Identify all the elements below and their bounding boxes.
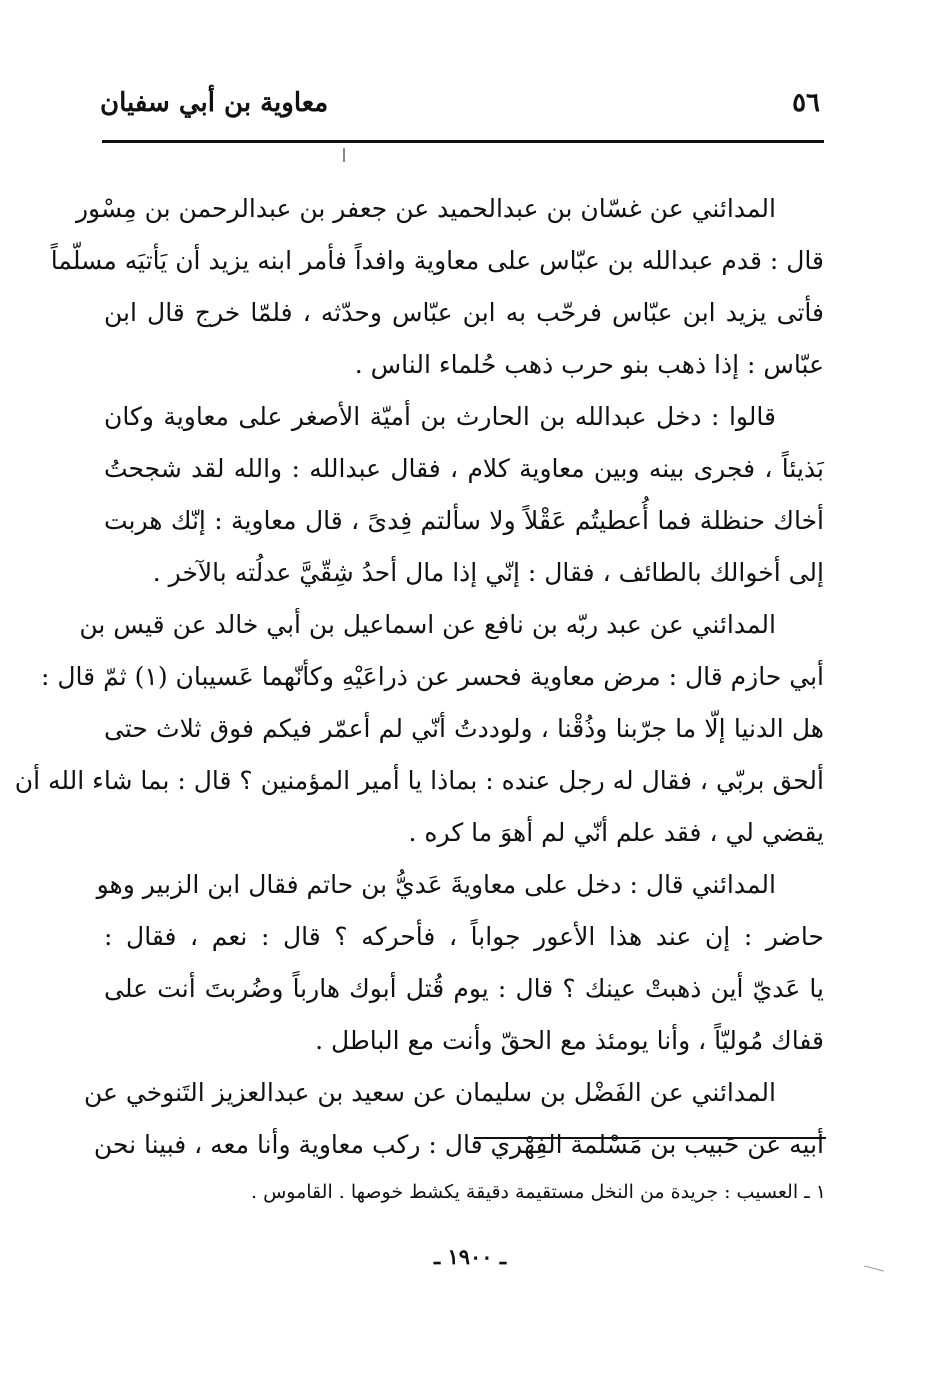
header-rule [102, 140, 824, 143]
paragraph-ghassan [50, 183, 824, 391]
footnote-rule [474, 1137, 826, 1139]
text-line: فأتى يزيد ابن عبّاس فرحّب به ابن عبّاس وحدّثه ، فلمّا خرج قال ابن [104, 298, 824, 327]
footnote: ١ ـ العسيب : جريدة من النخل مستقيمة دقيقة يكشط خوصها . القاموس . [250, 1181, 826, 1203]
text-line: إلى أخوالك بالطائف ، فقال : إنّي إذا مال أحدُ شِقّيَّ عدلُته بالآخر . [152, 558, 824, 587]
paragraph-fadl [83, 1067, 824, 1171]
text-line: أخاك حنظلة فما أُعطيتُم عَقْلاً ولا سألتم فِدىً ، قال معاوية : إنّك هربت [104, 506, 824, 535]
body-text [14, 183, 824, 1171]
text-line: أبيه عن حَبيب بن مَسْلمة الفِهْري قال : ركب معاوية وأنا معه ، فبينا نحن [93, 1130, 824, 1159]
text-line: حاضر : إن عند هذا الأعور جواباً ، فأحركه ؟ قال : نعم ، فقال : [104, 922, 824, 951]
text-line: قفاك مُوليّاً ، وأنا يومئذ مع الحقّ وأنت مع الباطل . [315, 1026, 824, 1055]
text-line: يا عَديّ أين ذهبتْ عينك ؟ قال : يوم قُتل أبوك هارباً وضُربتَ أنت على [104, 974, 824, 1003]
text-line: قالوا : دخل عبدالله بن الحارث بن أميّة الأصغر على معاوية وكان [104, 402, 776, 431]
text-line: ألحق بربّي ، فقال له رجل عنده : بماذا يا أمير المؤمنين ؟ قال : بما شاء الله أن [14, 766, 824, 795]
text-line: المدائني قال : دخل على معاويةَ عَديُّ بن حاتم فقال ابن الزبير وهو [96, 870, 776, 899]
text-line: المدائني عن غسّان بن عبدالحميد عن جعفر بن عبدالرحمن بن مِسْور [75, 194, 776, 223]
running-head [100, 88, 820, 130]
folio-number: ـ ١٩٠٠ ـ [433, 1244, 507, 1269]
text-line: أبي حازم قال : مرض معاوية فحسر عن ذراعَيْهِ وكأنّهما عَسيبان (١) ثمّ قال : [41, 662, 824, 691]
scan-mark [864, 1265, 884, 1271]
text-line: قال : قدم عبدالله بن عبّاس على معاوية وافداً فأمر ابنه يزيد أن يَأتيَه مسلّماً [50, 246, 824, 275]
paragraph-adiy [96, 859, 824, 1067]
text-line: عبّاس : إذا ذهب بنو حرب ذهب حُلماء الناس . [354, 350, 824, 379]
page-number: ٥٦ [792, 88, 820, 118]
text-line: المدائني عن الفَضْل بن سليمان عن سعيد بن عبدالعزيز التَنوخي عن [83, 1078, 776, 1107]
text-line: هل الدنيا إلّا ما جرّبنا وذُقْنا ، ولوددتُ أنّي لم أعمّر فيكم فوق ثلاث حتى [104, 714, 824, 743]
scan-speck [343, 148, 345, 162]
paragraph-qays [14, 599, 824, 859]
paragraph-abdullah-harith [104, 391, 824, 599]
text-line: بَذيئاً ، فجرى بينه وبين معاوية كلام ، فقال عبدالله : والله لقد شجحتُ [104, 454, 824, 483]
text-line: يقضي لي ، فقد علم أنّي لم أهوَ ما كره . [408, 818, 824, 847]
text-line: المدائني عن عبد ربّه بن نافع عن اسماعيل بن أبي خالد عن قيس بن [79, 610, 776, 639]
book-title: معاوية بن أبي سفيان [100, 88, 329, 118]
